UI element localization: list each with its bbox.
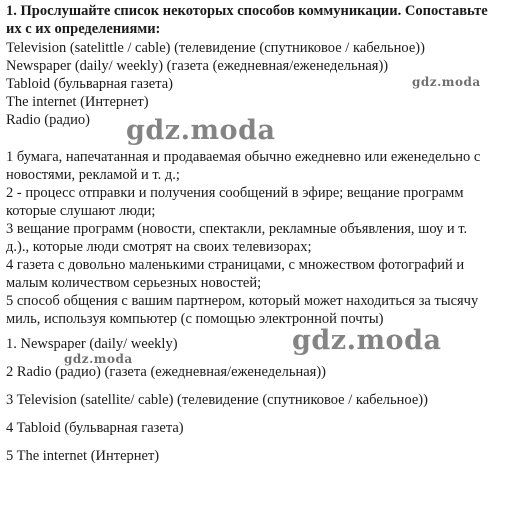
definition-line: 3 вещание программ (новости, спектакли, рекламные объявления, шоу и т. bbox=[6, 221, 468, 237]
watermark: gdz.moda bbox=[412, 75, 481, 89]
definition-line: 5 способ общения с вашим партнером, который может находиться за тысячу bbox=[6, 293, 479, 309]
definition-line: 2 - процесс отправки и получения сообщений в эфире; вещание программ bbox=[6, 185, 464, 201]
list-item: Radio (радио) bbox=[6, 112, 90, 128]
answer-line: 3 Television (satellite/ cable) (телевидение (спутниковое / кабельное)) bbox=[6, 392, 428, 408]
watermark: gdz.moda bbox=[292, 325, 442, 356]
answer-line: 2 Radio (радио) (газета (ежедневная/еженедельная)) bbox=[6, 364, 326, 380]
definition-line: новостями, рекламой и т. д.; bbox=[6, 167, 180, 183]
list-item: Television (satelittle / cable) (телевидение (спутниковое / кабельное)) bbox=[6, 40, 425, 56]
list-item: The internet (Интернет) bbox=[6, 94, 149, 110]
list-item: Tabloid (бульварная газета) bbox=[6, 76, 173, 92]
watermark: gdz.moda bbox=[126, 115, 276, 146]
definition-line: малым количеством серьезных новостей; bbox=[6, 275, 262, 291]
exercise-heading-line-1: 1. Прослушайте список некоторых способов коммуникации. Сопоставьте bbox=[6, 3, 488, 19]
list-item: Newspaper (daily/ weekly) (газета (ежедневная/еженедельная)) bbox=[6, 58, 389, 74]
definition-line: 4 газета с довольно маленькими страницами, с множеством фотографий и bbox=[6, 257, 465, 273]
exercise-heading-line-2: их с их определениями: bbox=[6, 21, 161, 37]
answer-line: 1. Newspaper (daily/ weekly) bbox=[6, 336, 178, 352]
definition-line: д.)., которые люди смотрят на своих телевизорах; bbox=[6, 239, 312, 255]
answer-line: 4 Tabloid (бульварная газета) bbox=[6, 420, 184, 436]
definition-line: миль, используя компьютер (с помощью электронной почты) bbox=[6, 311, 384, 327]
definition-line: которые слушают люди; bbox=[6, 203, 156, 219]
definition-line: 1 бумага, напечатанная и продаваемая обычно ежедневно или еженедельно с bbox=[6, 149, 481, 165]
answer-line: 5 The internet (Интернет) bbox=[6, 448, 160, 464]
watermark: gdz.moda bbox=[64, 352, 133, 366]
